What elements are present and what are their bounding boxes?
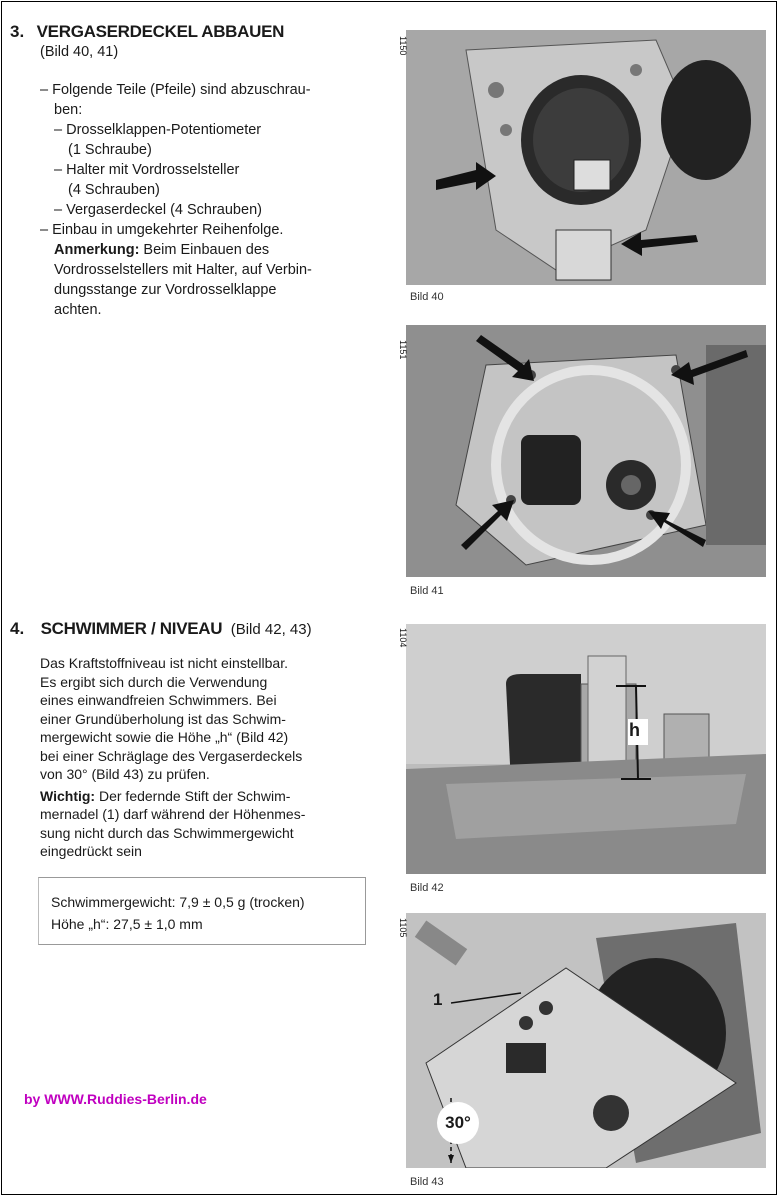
s3-line: (1 Schraube) [68,142,152,158]
s4-important-line: mernadel (1) darf während der Höhenmes- [40,806,306,822]
s4-important [40,787,380,806]
bild42-code: 1104 [398,628,408,648]
s4-line: Es ergibt sich durch die Verwendung [40,673,268,690]
section3-ref: (Bild 40, 41) [40,44,119,60]
bild43-label-1: 1 [433,990,443,1009]
bild42-label-h: h [629,720,640,740]
section3-heading [10,22,284,42]
spec-box [38,877,366,945]
section4-number: 4. [10,619,25,638]
website-credit: by WWW.Ruddies-Berlin.de [24,1091,207,1107]
section3-body [40,80,380,320]
s3-note-line: dungsstange zur Vordrosselklappe [54,282,277,298]
important-text: Der federnde Stift der Schwim- [95,787,291,804]
bild42-photo [406,624,766,874]
bild41-code: 1151 [398,340,408,360]
s3-note [40,240,380,260]
bild43-angle-label: 30° [437,1102,479,1144]
bild40-code: 1150 [398,36,408,56]
s4-line: von 30° (Bild 43) zu prüfen. [40,766,210,782]
s4-line: Das Kraftstoffniveau ist nicht einstellbar. [40,655,288,671]
spec-weight: Schwimmergewicht: 7,9 ± 0,5 g (trocken) [51,894,305,910]
s3-line: – Vergaserdeckel (4 Schrauben) [54,202,262,218]
bild41-caption: Bild 41 [410,585,444,597]
s4-important-line: eingedrückt sein [40,843,142,859]
section4-heading [10,619,312,639]
note-label: Anmerkung: [54,242,140,258]
bild42-caption: Bild 42 [410,882,444,894]
s4-line: bei einer Schräglage des Vergaserdeckels [40,747,303,764]
s3-note-line: Vordrosselstellers mit Halter, auf Verbin- [54,262,312,278]
s3-note-line: achten. [54,302,102,318]
important-label: Wichtig: [40,787,96,804]
section4-title: SCHWIMMER / NIVEAU [40,619,223,638]
s4-line: mergewicht sowie die Höhe „h“ (Bild 42) [40,729,289,745]
s4-line: einer Grundüberholung ist das Schwim- [40,710,286,727]
bild43-caption: Bild 43 [410,1176,444,1188]
s3-line: – Halter mit Vordrosselsteller [54,162,240,178]
spec-height: Höhe „h“: 27,5 ± 1,0 mm [51,916,203,932]
section3-number: 3. [10,22,25,41]
s4-important-line: sung nicht durch das Schwimmergewicht [40,824,294,841]
s4-line: eines einwandfreien Schwimmers. Bei [40,692,277,708]
s3-line: ben: [54,102,83,118]
bild40-photo [406,30,766,285]
bild40-caption: Bild 40 [410,291,444,303]
bild41-photo [406,325,766,577]
section3-title: VERGASERDECKEL ABBAUEN [36,22,285,41]
section4-body [40,654,380,861]
s3-line: – Folgende Teile (Pfeile) sind abzuschrau- [40,82,311,98]
note-text: Beim Einbauen des [139,242,270,258]
bild43-code: 1105 [398,918,408,938]
s3-line: – Drosselklappen-Potentiometer [54,122,262,138]
s3-line: (4 Schrauben) [68,182,160,198]
s3-line: – Einbau in umgekehrter Reihenfolge. [40,222,284,238]
section4-ref: (Bild 42, 43) [230,621,312,638]
